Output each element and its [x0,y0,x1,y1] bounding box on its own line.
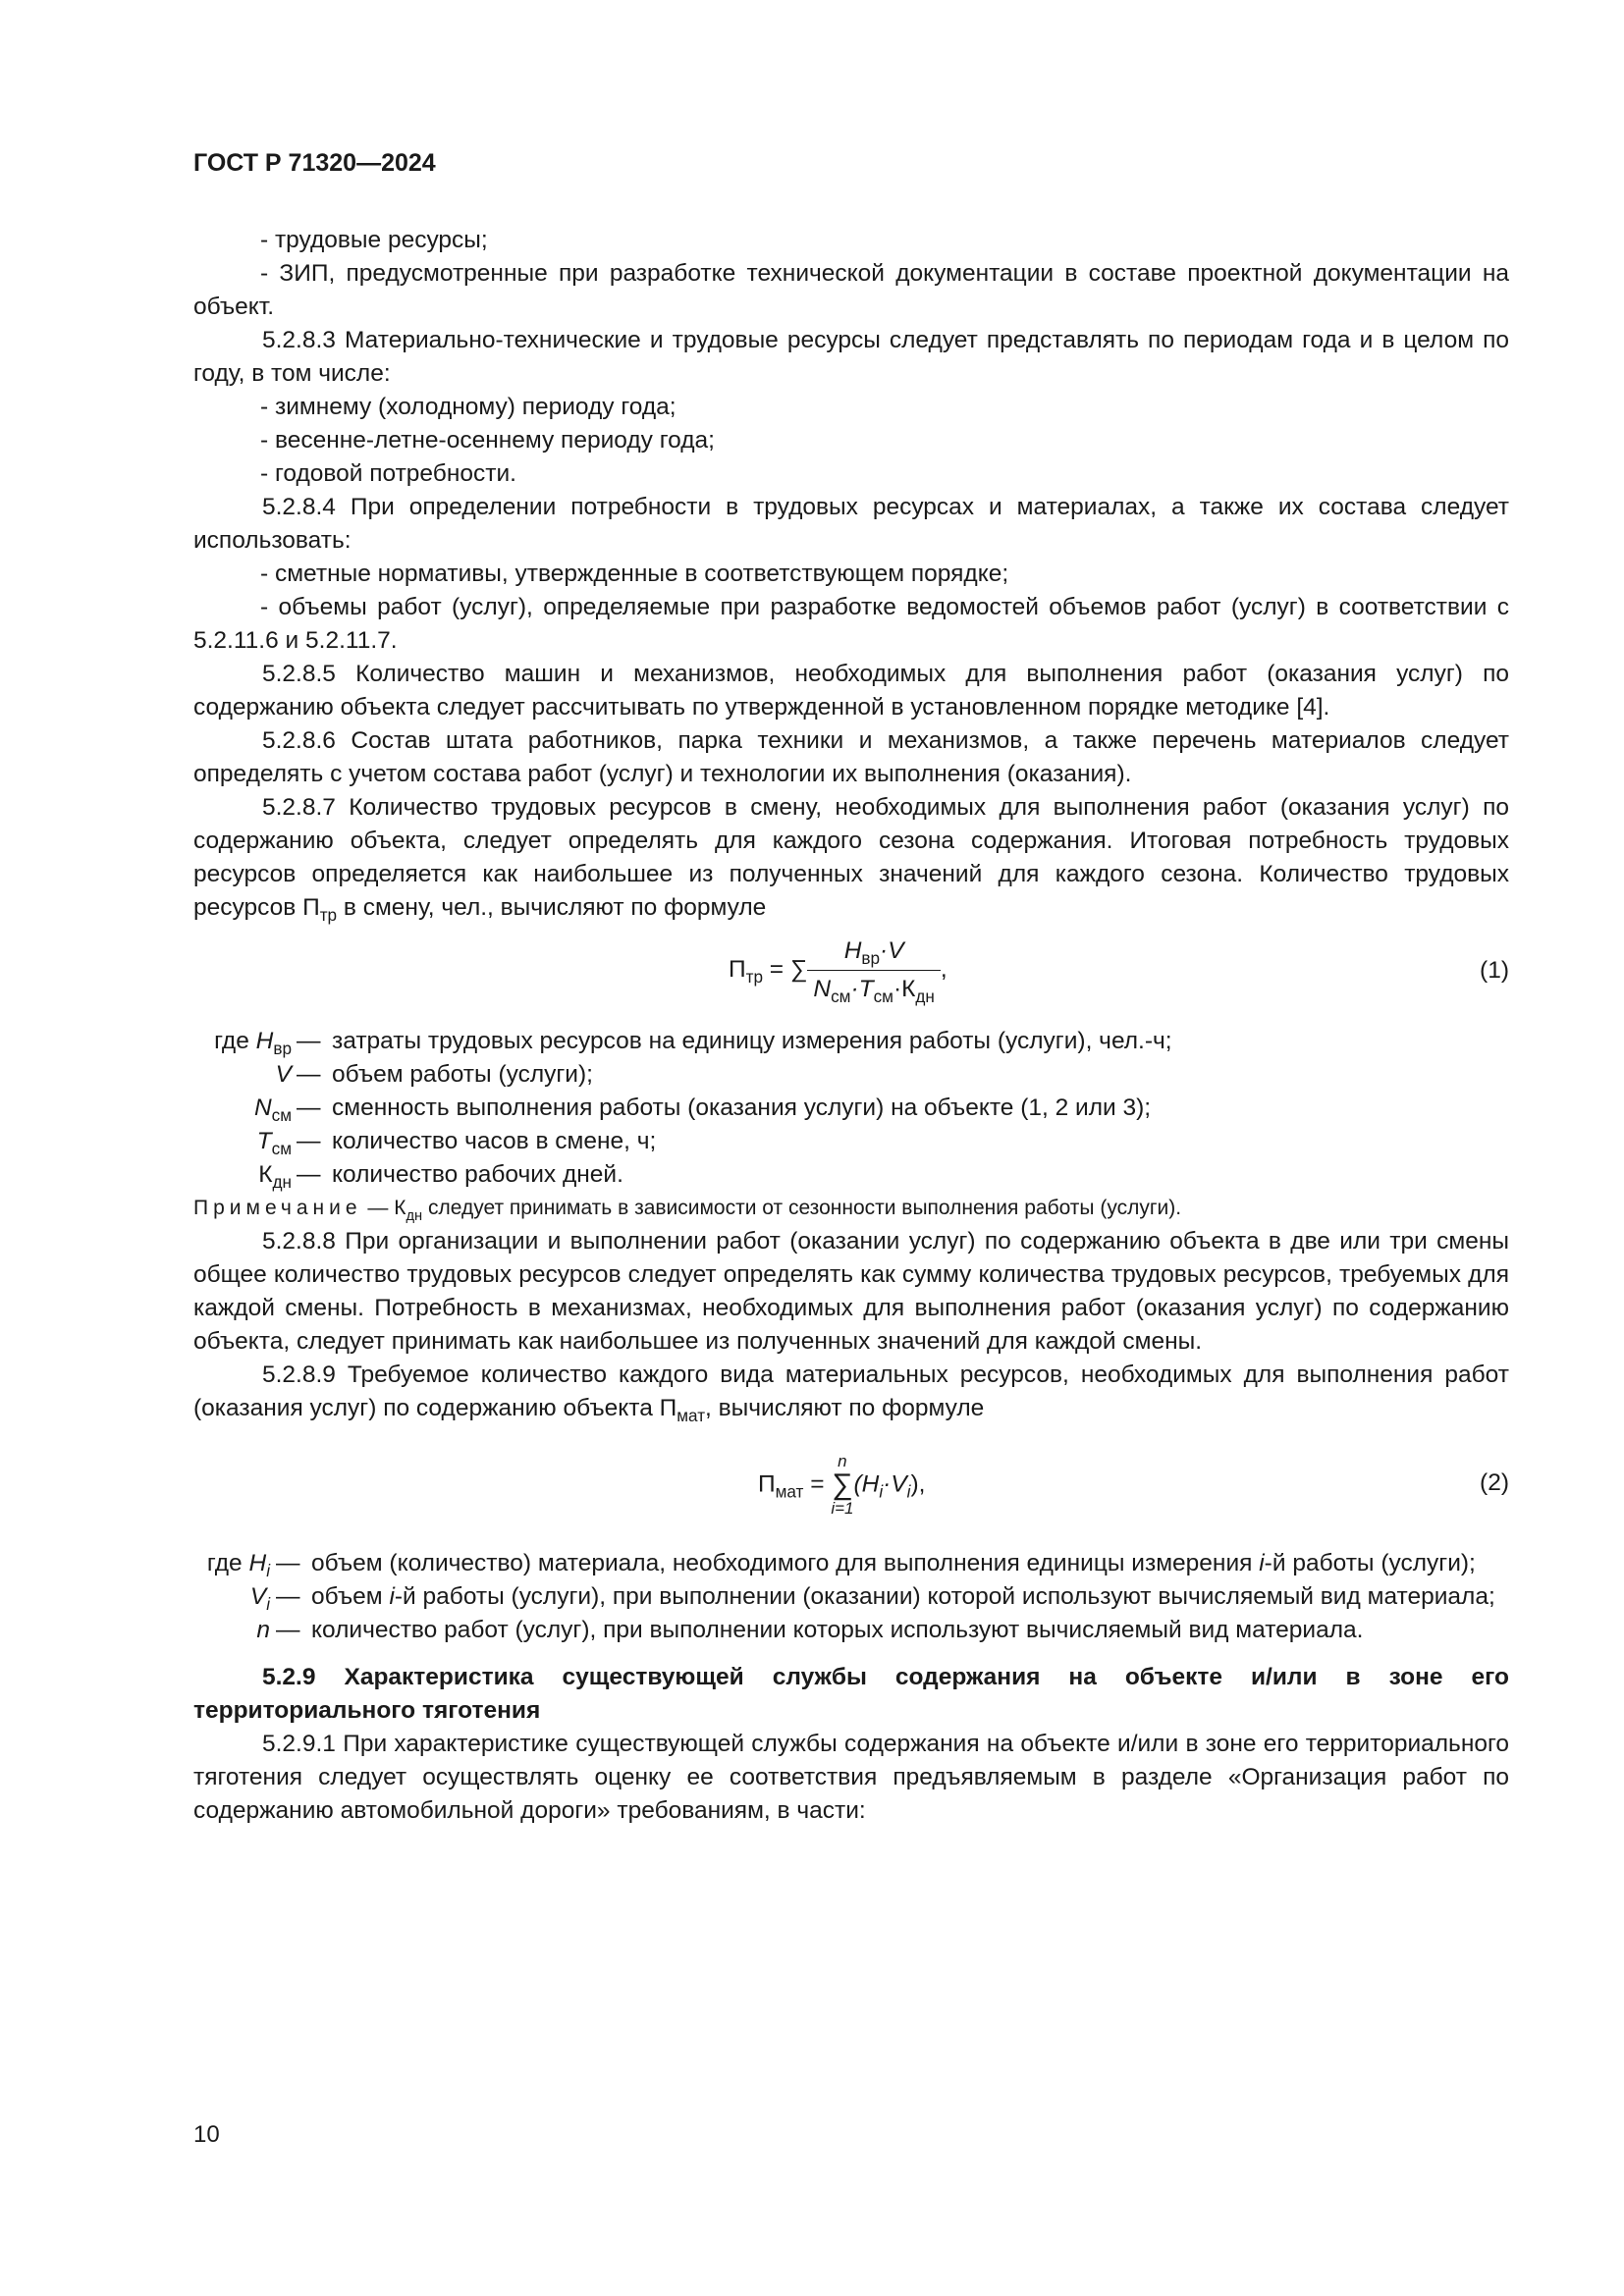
formula-2 [193,1433,1509,1543]
fraction [807,934,940,1006]
italic-index: i [1259,1550,1265,1576]
definition-text: -й работы (услуги), при выполнении (оказании) которой используют вычисляемый вид материала; [394,1583,1495,1610]
definition-term [193,1614,270,1647]
list-item: - трудовые ресурсы; [260,227,488,253]
subscript: дн [915,987,935,1006]
definition-dash: — [297,1028,321,1054]
formula-operator: = ∑ [763,955,808,983]
definition-term [193,1547,270,1580]
paragraph-5-2-8-7 [193,791,1509,925]
formula-symbol: ·К [893,976,916,1002]
page-number: 10 [193,2121,220,2148]
definition-dash: — [297,1061,321,1088]
formula-2-definitions [193,1547,1509,1647]
formula-symbol: ·T [850,976,874,1002]
formula-symbol: Н [255,1028,274,1054]
sum-upper-limit: n [838,1452,847,1470]
definition-dash: — [297,1128,321,1154]
formula-symbol: П [729,955,746,983]
list-item: - весенне-летне-осеннему периоду года; [260,427,715,454]
subscript: мат [677,1406,706,1425]
definition-item [193,1025,1509,1058]
formula-symbol: П [758,1470,776,1498]
formula-symbol: Н [843,937,862,964]
formula-symbol: T [256,1128,272,1154]
definition-text: объем работы (услуги); [332,1061,593,1088]
subscript: вр [861,948,881,968]
list-item: - сметные нормативы, утвержденные в соответствующем порядке; [260,561,1009,587]
sum-lower-limit: i=1 [831,1499,854,1518]
definition-item [193,1158,1509,1192]
definition-item [193,1125,1509,1158]
definition-term [193,1158,292,1192]
subscript: дн [406,1208,423,1224]
definition-term [193,1025,292,1058]
definition-item [193,1580,1509,1614]
list-item: - объемы работ (услуг), определяемые при разработке ведомостей объемов работ (услуг) в соответствии с 5.2.11.6 и 5.2.11.7. [193,594,1509,654]
definition-text: количество часов в смене, ч; [332,1128,657,1154]
definition-term [193,1058,292,1092]
note-label: Примечание [193,1197,362,1219]
paragraph-text: 5.2.8.7 Количество трудовых ресурсов в смену, необходимых для выполнения работ (оказания услуг) по содержанию объекта, следует определять для каждого сезона содержания. Итоговая потребность трудовых ресурсов определяется как наибольшее из полученных значений для каждого сезона. Количество трудовых ресурсов П [193,794,1509,921]
subscript: i [906,1481,911,1502]
subscript: i [266,1561,270,1580]
definition-text: затраты трудовых ресурсов на единицу измерения работы (услуги), чел.-ч; [332,1028,1172,1054]
subscript: мат [775,1481,804,1502]
formula-1 [193,925,1509,1021]
list-item: - зимнему (холодному) периоду года; [260,394,677,420]
definition-term [193,1125,292,1158]
definition-text: количество рабочих дней. [332,1161,623,1188]
paragraph-5-2-8-3: 5.2.8.3 Материально-технические и трудовые ресурсы следует представлять по периодам года и в целом по году, в том числе: [193,327,1509,387]
formula-punct: ), [910,1470,926,1498]
formula-symbol: ·V [880,937,904,964]
subscript: см [873,987,893,1006]
subscript: тр [745,966,763,987]
paragraph-5-2-8-9 [193,1359,1509,1425]
note [193,1192,1509,1225]
formula-symbol: ·V [883,1470,907,1498]
where-word: где [214,1028,256,1054]
formula-2-body [758,1453,925,1518]
formula-symbol: К [258,1161,273,1188]
paragraph-5-2-8-8: 5.2.8.8 При организации и выполнении работ (оказании услуг) по содержанию объекта в две или три смены общее количество трудовых ресурсов следует определять как сумму количества трудовых ресурсов, требуемых для каждой смены. Потребность в механизмах, необходимых для выполнения работ (оказания услуг) по содержанию объекта, следует принимать как наибольшее из полученных значений для каждой смены. [193,1228,1509,1355]
note-text: следует принимать в зависимости от сезонности выполнения работы (услуги). [422,1197,1182,1219]
formula-1-body [729,934,947,1006]
subscript: тр [319,905,338,925]
formula-symbol: V [249,1583,267,1610]
subscript: i [266,1594,270,1614]
formula-symbol: (H [853,1470,880,1498]
definition-term [193,1092,292,1125]
document-header: ГОСТ Р 71320—2024 [193,149,436,177]
denominator [807,971,940,1006]
where-word: где [206,1550,249,1576]
subscript: i [879,1481,884,1502]
paragraph-text: в смену, чел., вычисляют по формуле [337,894,767,921]
formula-symbol: N [253,1095,272,1121]
definition-item [193,1058,1509,1092]
paragraph-text: , вычисляют по формуле [705,1395,985,1421]
formula-1-definitions [193,1025,1509,1192]
numerator [807,934,940,971]
paragraph-text: 5.2.8.9 Требуемое количество каждого вида материальных ресурсов, необходимых для выполнения работ (оказания услуг) по содержанию объекта П [193,1362,1509,1421]
definition-text: количество работ (услуг), при выполнении которых используют вычисляемый вид материала. [311,1617,1364,1643]
formula-symbol: H [248,1550,267,1576]
definition-dash: — [276,1583,300,1610]
italic-index: i [389,1583,395,1610]
section-heading-5-2-9: 5.2.9 Характеристика существующей службы содержания на объекте и/или в зоне его территориального тяготения [193,1664,1509,1724]
definition-dash: — [297,1161,321,1188]
definition-text: -й работы (услуги); [1264,1550,1476,1576]
formula-number: (2) [1480,1469,1509,1496]
formula-symbol: n [256,1617,270,1643]
subscript: дн [272,1172,292,1192]
definition-text: объем [311,1583,390,1610]
paragraph-5-2-8-6: 5.2.8.6 Состав штата работников, парка техники и механизмов, а также перечень материалов следует определять с учетом состава работ (услуг) и технологии их выполнения (оказания). [193,727,1509,787]
definition-dash: — [297,1095,321,1121]
subscript: см [271,1139,292,1158]
formula-symbol: N [813,976,832,1002]
definition-term [193,1580,270,1614]
formula-operator: = [803,1470,832,1498]
paragraph-5-2-8-5: 5.2.8.5 Количество машин и механизмов, необходимых для выполнения работ (оказания услуг) по содержанию объекта следует рассчитывать по утвержденной в установленном порядке методике [4]. [193,661,1509,721]
list-item: - ЗИП, предусмотренные при разработке технической документации в составе проектной документации на объект. [193,260,1509,320]
formula-punct: , [940,955,947,983]
formula-symbol: V [275,1061,292,1088]
subscript: см [271,1105,292,1125]
definition-item [193,1092,1509,1125]
definition-text: сменность выполнения работы (оказания услуги) на объекте (1, 2 или 3); [332,1095,1152,1121]
definition-text: объем (количество) материала, необходимого для выполнения единицы измерения [311,1550,1260,1576]
definition-dash: — [276,1617,300,1643]
list-item: - годовой потребности. [260,460,516,487]
document-body [193,224,1509,1828]
definition-item [193,1614,1509,1647]
formula-number: (1) [1480,957,1509,984]
note-symbol: — К [361,1197,406,1219]
sum-sign: ∑ [832,1468,853,1501]
paragraph-5-2-8-4: 5.2.8.4 При определении потребности в трудовых ресурсах и материалах, а также их состава следует использовать: [193,494,1509,554]
definition-dash: — [276,1550,300,1576]
summation [831,1453,853,1518]
paragraph-5-2-9-1: 5.2.9.1 При характеристике существующей службы содержания на объекте и/или в зоне его территориального тяготения следует осуществлять оценку ее соответствия предъявляемым в разделе «Организация работ по содержанию автомобильной дороги» требованиям, в части: [193,1731,1509,1824]
subscript: вр [273,1039,292,1058]
subscript: см [831,987,851,1006]
definition-item [193,1547,1509,1580]
